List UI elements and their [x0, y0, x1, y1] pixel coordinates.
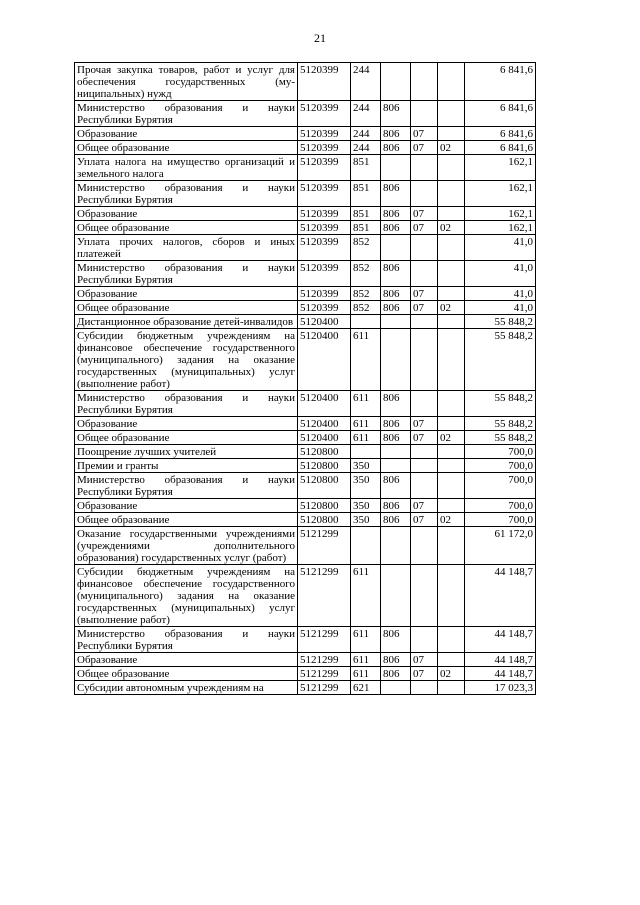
table-row — [75, 417, 536, 431]
row-amount-cell: 41,0 — [465, 235, 536, 261]
row-section-cell: 07 — [411, 141, 438, 155]
row-subsection-cell — [438, 315, 465, 329]
row-name-cell: Поощрение лучших учителей — [75, 445, 298, 459]
row-section-cell — [411, 235, 438, 261]
row-section-cell — [411, 101, 438, 127]
row-target-article-cell: 5121299 — [298, 681, 351, 695]
row-target-article-cell: 5120399 — [298, 127, 351, 141]
row-name-cell: Министерство образования и науки Республики Бурятия — [75, 627, 298, 653]
budget-table — [74, 62, 536, 695]
row-administrator-cell: 806 — [381, 141, 411, 155]
row-target-article-cell: 5120800 — [298, 459, 351, 473]
table-row — [75, 459, 536, 473]
row-administrator-cell: 806 — [381, 499, 411, 513]
row-amount-cell: 44 148,7 — [465, 667, 536, 681]
row-target-article-cell: 5120800 — [298, 473, 351, 499]
table-row — [75, 301, 536, 315]
row-section-cell — [411, 681, 438, 695]
row-name-cell: Общее образование — [75, 141, 298, 155]
row-section-cell — [411, 473, 438, 499]
row-amount-cell: 6 841,6 — [465, 127, 536, 141]
row-subsection-cell — [438, 329, 465, 391]
row-subsection-cell — [438, 101, 465, 127]
row-section-cell — [411, 459, 438, 473]
row-administrator-cell: 806 — [381, 627, 411, 653]
row-name-cell: Образование — [75, 127, 298, 141]
table-row — [75, 667, 536, 681]
row-target-article-cell: 5120399 — [298, 301, 351, 315]
row-expense-type-cell: 244 — [351, 141, 381, 155]
row-subsection-cell — [438, 499, 465, 513]
table-row — [75, 499, 536, 513]
table-row — [75, 235, 536, 261]
row-expense-type-cell: 350 — [351, 513, 381, 527]
table-row — [75, 565, 536, 627]
row-amount-cell: 55 848,2 — [465, 391, 536, 417]
row-name-cell: Субсидии бюджетным учреждениям на финансовое обеспечение государственного (муниципального) задания на оказание государственных (муниципальных) услуг (выполнение работ) — [75, 565, 298, 627]
row-subsection-cell — [438, 63, 465, 101]
row-amount-cell: 700,0 — [465, 513, 536, 527]
row-expense-type-cell: 611 — [351, 417, 381, 431]
row-subsection-cell: 02 — [438, 513, 465, 527]
table-row — [75, 287, 536, 301]
row-subsection-cell: 02 — [438, 301, 465, 315]
row-expense-type-cell: 611 — [351, 653, 381, 667]
table-row — [75, 181, 536, 207]
row-expense-type-cell: 244 — [351, 101, 381, 127]
row-amount-cell: 41,0 — [465, 287, 536, 301]
row-administrator-cell: 806 — [381, 301, 411, 315]
row-subsection-cell — [438, 473, 465, 499]
row-subsection-cell — [438, 235, 465, 261]
row-amount-cell: 44 148,7 — [465, 653, 536, 667]
row-target-article-cell: 5121299 — [298, 627, 351, 653]
row-target-article-cell: 5121299 — [298, 527, 351, 565]
row-administrator-cell: 806 — [381, 653, 411, 667]
row-administrator-cell: 806 — [381, 261, 411, 287]
row-section-cell — [411, 63, 438, 101]
row-amount-cell: 41,0 — [465, 261, 536, 287]
row-expense-type-cell: 852 — [351, 261, 381, 287]
row-target-article-cell: 5120800 — [298, 499, 351, 513]
row-subsection-cell — [438, 391, 465, 417]
row-name-cell: Прочая закупка товаров, работ и услуг для обеспечения государственных (муниципальных) нужд — [75, 63, 298, 101]
table-row — [75, 445, 536, 459]
row-target-article-cell: 5120400 — [298, 417, 351, 431]
table-row — [75, 473, 536, 499]
row-expense-type-cell: 851 — [351, 181, 381, 207]
row-section-cell: 07 — [411, 431, 438, 445]
row-expense-type-cell: 851 — [351, 221, 381, 235]
row-subsection-cell — [438, 207, 465, 221]
row-administrator-cell: 806 — [381, 101, 411, 127]
table-row — [75, 329, 536, 391]
table-row — [75, 513, 536, 527]
row-administrator-cell: 806 — [381, 181, 411, 207]
row-target-article-cell: 5120400 — [298, 329, 351, 391]
row-subsection-cell — [438, 681, 465, 695]
row-amount-cell: 44 148,7 — [465, 565, 536, 627]
row-subsection-cell — [438, 181, 465, 207]
row-expense-type-cell: 350 — [351, 473, 381, 499]
row-administrator-cell — [381, 459, 411, 473]
row-name-cell: Оказание государственными учреждениями (учреждениями дополнительного образования) государственных услуг (работ) — [75, 527, 298, 565]
row-amount-cell: 17 023,3 — [465, 681, 536, 695]
row-subsection-cell: 02 — [438, 221, 465, 235]
row-section-cell — [411, 329, 438, 391]
row-target-article-cell: 5120399 — [298, 101, 351, 127]
row-expense-type-cell: 852 — [351, 301, 381, 315]
row-name-cell: Премии и гранты — [75, 459, 298, 473]
row-administrator-cell: 806 — [381, 417, 411, 431]
row-expense-type-cell: 350 — [351, 459, 381, 473]
budget-table-body — [75, 63, 536, 695]
row-expense-type-cell: 851 — [351, 155, 381, 181]
row-section-cell — [411, 565, 438, 627]
row-section-cell: 07 — [411, 417, 438, 431]
row-name-cell: Субсидии автономным учреждениям на — [75, 681, 298, 695]
row-administrator-cell: 806 — [381, 473, 411, 499]
row-name-cell: Субсидии бюджетным учреждениям на финансовое обеспечение государственного (муниципального) задания на оказание государственных (муниципальных) услуг (выполнение работ) — [75, 329, 298, 391]
row-name-cell: Образование — [75, 499, 298, 513]
row-target-article-cell: 5120399 — [298, 63, 351, 101]
row-section-cell: 07 — [411, 221, 438, 235]
row-expense-type-cell: 611 — [351, 627, 381, 653]
row-administrator-cell — [381, 565, 411, 627]
row-administrator-cell: 806 — [381, 431, 411, 445]
row-target-article-cell: 5120399 — [298, 141, 351, 155]
row-subsection-cell — [438, 155, 465, 181]
row-amount-cell: 55 848,2 — [465, 417, 536, 431]
row-name-cell: Уплата прочих налогов, сборов и иных платежей — [75, 235, 298, 261]
row-name-cell: Уплата налога на имущество организаций и земельного налога — [75, 155, 298, 181]
row-name-cell: Министерство образования и науки Республики Бурятия — [75, 473, 298, 499]
row-administrator-cell — [381, 329, 411, 391]
row-subsection-cell — [438, 527, 465, 565]
row-target-article-cell: 5120399 — [298, 287, 351, 301]
row-target-article-cell: 5120400 — [298, 391, 351, 417]
row-administrator-cell: 806 — [381, 207, 411, 221]
row-name-cell: Министерство образования и науки Республики Бурятия — [75, 181, 298, 207]
table-row — [75, 221, 536, 235]
row-subsection-cell — [438, 417, 465, 431]
row-expense-type-cell — [351, 445, 381, 459]
table-row — [75, 127, 536, 141]
row-target-article-cell: 5120400 — [298, 315, 351, 329]
row-amount-cell: 162,1 — [465, 221, 536, 235]
row-section-cell — [411, 391, 438, 417]
row-name-cell: Дистанционное образование детей-инвалидов — [75, 315, 298, 329]
row-target-article-cell: 5120399 — [298, 261, 351, 287]
table-row — [75, 431, 536, 445]
row-expense-type-cell — [351, 315, 381, 329]
row-amount-cell: 700,0 — [465, 459, 536, 473]
row-section-cell: 07 — [411, 499, 438, 513]
row-section-cell — [411, 445, 438, 459]
row-administrator-cell: 806 — [381, 667, 411, 681]
row-section-cell — [411, 315, 438, 329]
table-row — [75, 391, 536, 417]
row-section-cell: 07 — [411, 301, 438, 315]
row-amount-cell: 6 841,6 — [465, 63, 536, 101]
row-subsection-cell — [438, 565, 465, 627]
row-administrator-cell — [381, 527, 411, 565]
row-section-cell: 07 — [411, 207, 438, 221]
row-amount-cell: 55 848,2 — [465, 431, 536, 445]
row-subsection-cell — [438, 459, 465, 473]
row-section-cell — [411, 627, 438, 653]
row-expense-type-cell: 851 — [351, 207, 381, 221]
row-amount-cell: 55 848,2 — [465, 329, 536, 391]
table-row — [75, 315, 536, 329]
row-name-cell: Образование — [75, 417, 298, 431]
row-section-cell — [411, 527, 438, 565]
row-target-article-cell: 5120399 — [298, 155, 351, 181]
row-section-cell: 07 — [411, 287, 438, 301]
row-target-article-cell: 5121299 — [298, 653, 351, 667]
row-amount-cell: 162,1 — [465, 207, 536, 221]
row-section-cell: 07 — [411, 667, 438, 681]
row-section-cell: 07 — [411, 127, 438, 141]
row-amount-cell: 44 148,7 — [465, 627, 536, 653]
row-expense-type-cell: 621 — [351, 681, 381, 695]
row-target-article-cell: 5120400 — [298, 431, 351, 445]
row-amount-cell: 700,0 — [465, 499, 536, 513]
row-target-article-cell: 5120399 — [298, 221, 351, 235]
row-name-cell: Общее образование — [75, 513, 298, 527]
table-row — [75, 63, 536, 101]
row-amount-cell: 700,0 — [465, 473, 536, 499]
row-subsection-cell: 02 — [438, 431, 465, 445]
row-section-cell — [411, 181, 438, 207]
row-name-cell: Министерство образования и науки Республики Бурятия — [75, 101, 298, 127]
row-expense-type-cell: 611 — [351, 431, 381, 445]
table-row — [75, 627, 536, 653]
row-expense-type-cell: 611 — [351, 667, 381, 681]
row-name-cell: Общее образование — [75, 667, 298, 681]
row-name-cell: Образование — [75, 653, 298, 667]
row-section-cell — [411, 155, 438, 181]
row-expense-type-cell: 350 — [351, 499, 381, 513]
row-administrator-cell: 806 — [381, 287, 411, 301]
row-name-cell: Министерство образования и науки Республики Бурятия — [75, 261, 298, 287]
row-expense-type-cell — [351, 527, 381, 565]
row-amount-cell: 55 848,2 — [465, 315, 536, 329]
row-administrator-cell: 806 — [381, 391, 411, 417]
row-target-article-cell: 5120800 — [298, 513, 351, 527]
row-amount-cell: 162,1 — [465, 155, 536, 181]
row-section-cell: 07 — [411, 513, 438, 527]
row-expense-type-cell: 611 — [351, 329, 381, 391]
row-target-article-cell: 5120399 — [298, 181, 351, 207]
table-row — [75, 101, 536, 127]
row-name-cell: Общее образование — [75, 301, 298, 315]
row-target-article-cell: 5121299 — [298, 565, 351, 627]
row-administrator-cell — [381, 63, 411, 101]
row-name-cell: Образование — [75, 207, 298, 221]
row-expense-type-cell: 852 — [351, 287, 381, 301]
row-administrator-cell — [381, 445, 411, 459]
row-expense-type-cell: 852 — [351, 235, 381, 261]
table-row — [75, 653, 536, 667]
row-name-cell: Общее образование — [75, 431, 298, 445]
row-amount-cell: 6 841,6 — [465, 101, 536, 127]
row-target-article-cell: 5120399 — [298, 207, 351, 221]
row-target-article-cell: 5120399 — [298, 235, 351, 261]
row-subsection-cell — [438, 445, 465, 459]
row-administrator-cell: 806 — [381, 127, 411, 141]
row-target-article-cell: 5120800 — [298, 445, 351, 459]
table-row — [75, 261, 536, 287]
row-administrator-cell — [381, 155, 411, 181]
row-subsection-cell: 02 — [438, 141, 465, 155]
row-amount-cell: 41,0 — [465, 301, 536, 315]
row-expense-type-cell: 244 — [351, 127, 381, 141]
row-amount-cell: 700,0 — [465, 445, 536, 459]
table-row — [75, 155, 536, 181]
row-subsection-cell — [438, 261, 465, 287]
table-row — [75, 207, 536, 221]
row-administrator-cell: 806 — [381, 221, 411, 235]
row-administrator-cell: 806 — [381, 513, 411, 527]
row-amount-cell: 61 172,0 — [465, 527, 536, 565]
row-section-cell — [411, 261, 438, 287]
row-administrator-cell — [381, 681, 411, 695]
row-amount-cell: 6 841,6 — [465, 141, 536, 155]
row-expense-type-cell: 611 — [351, 565, 381, 627]
table-row — [75, 141, 536, 155]
row-administrator-cell — [381, 235, 411, 261]
row-target-article-cell: 5121299 — [298, 667, 351, 681]
row-subsection-cell — [438, 627, 465, 653]
table-row — [75, 681, 536, 695]
row-name-cell: Общее образование — [75, 221, 298, 235]
row-subsection-cell — [438, 653, 465, 667]
row-expense-type-cell: 611 — [351, 391, 381, 417]
table-row — [75, 527, 536, 565]
row-amount-cell: 162,1 — [465, 181, 536, 207]
row-name-cell: Министерство образования и науки Республики Бурятия — [75, 391, 298, 417]
page-number: 21 — [314, 31, 326, 45]
row-expense-type-cell: 244 — [351, 63, 381, 101]
row-subsection-cell — [438, 287, 465, 301]
row-name-cell: Образование — [75, 287, 298, 301]
row-administrator-cell — [381, 315, 411, 329]
row-section-cell: 07 — [411, 653, 438, 667]
row-subsection-cell — [438, 127, 465, 141]
row-subsection-cell: 02 — [438, 667, 465, 681]
